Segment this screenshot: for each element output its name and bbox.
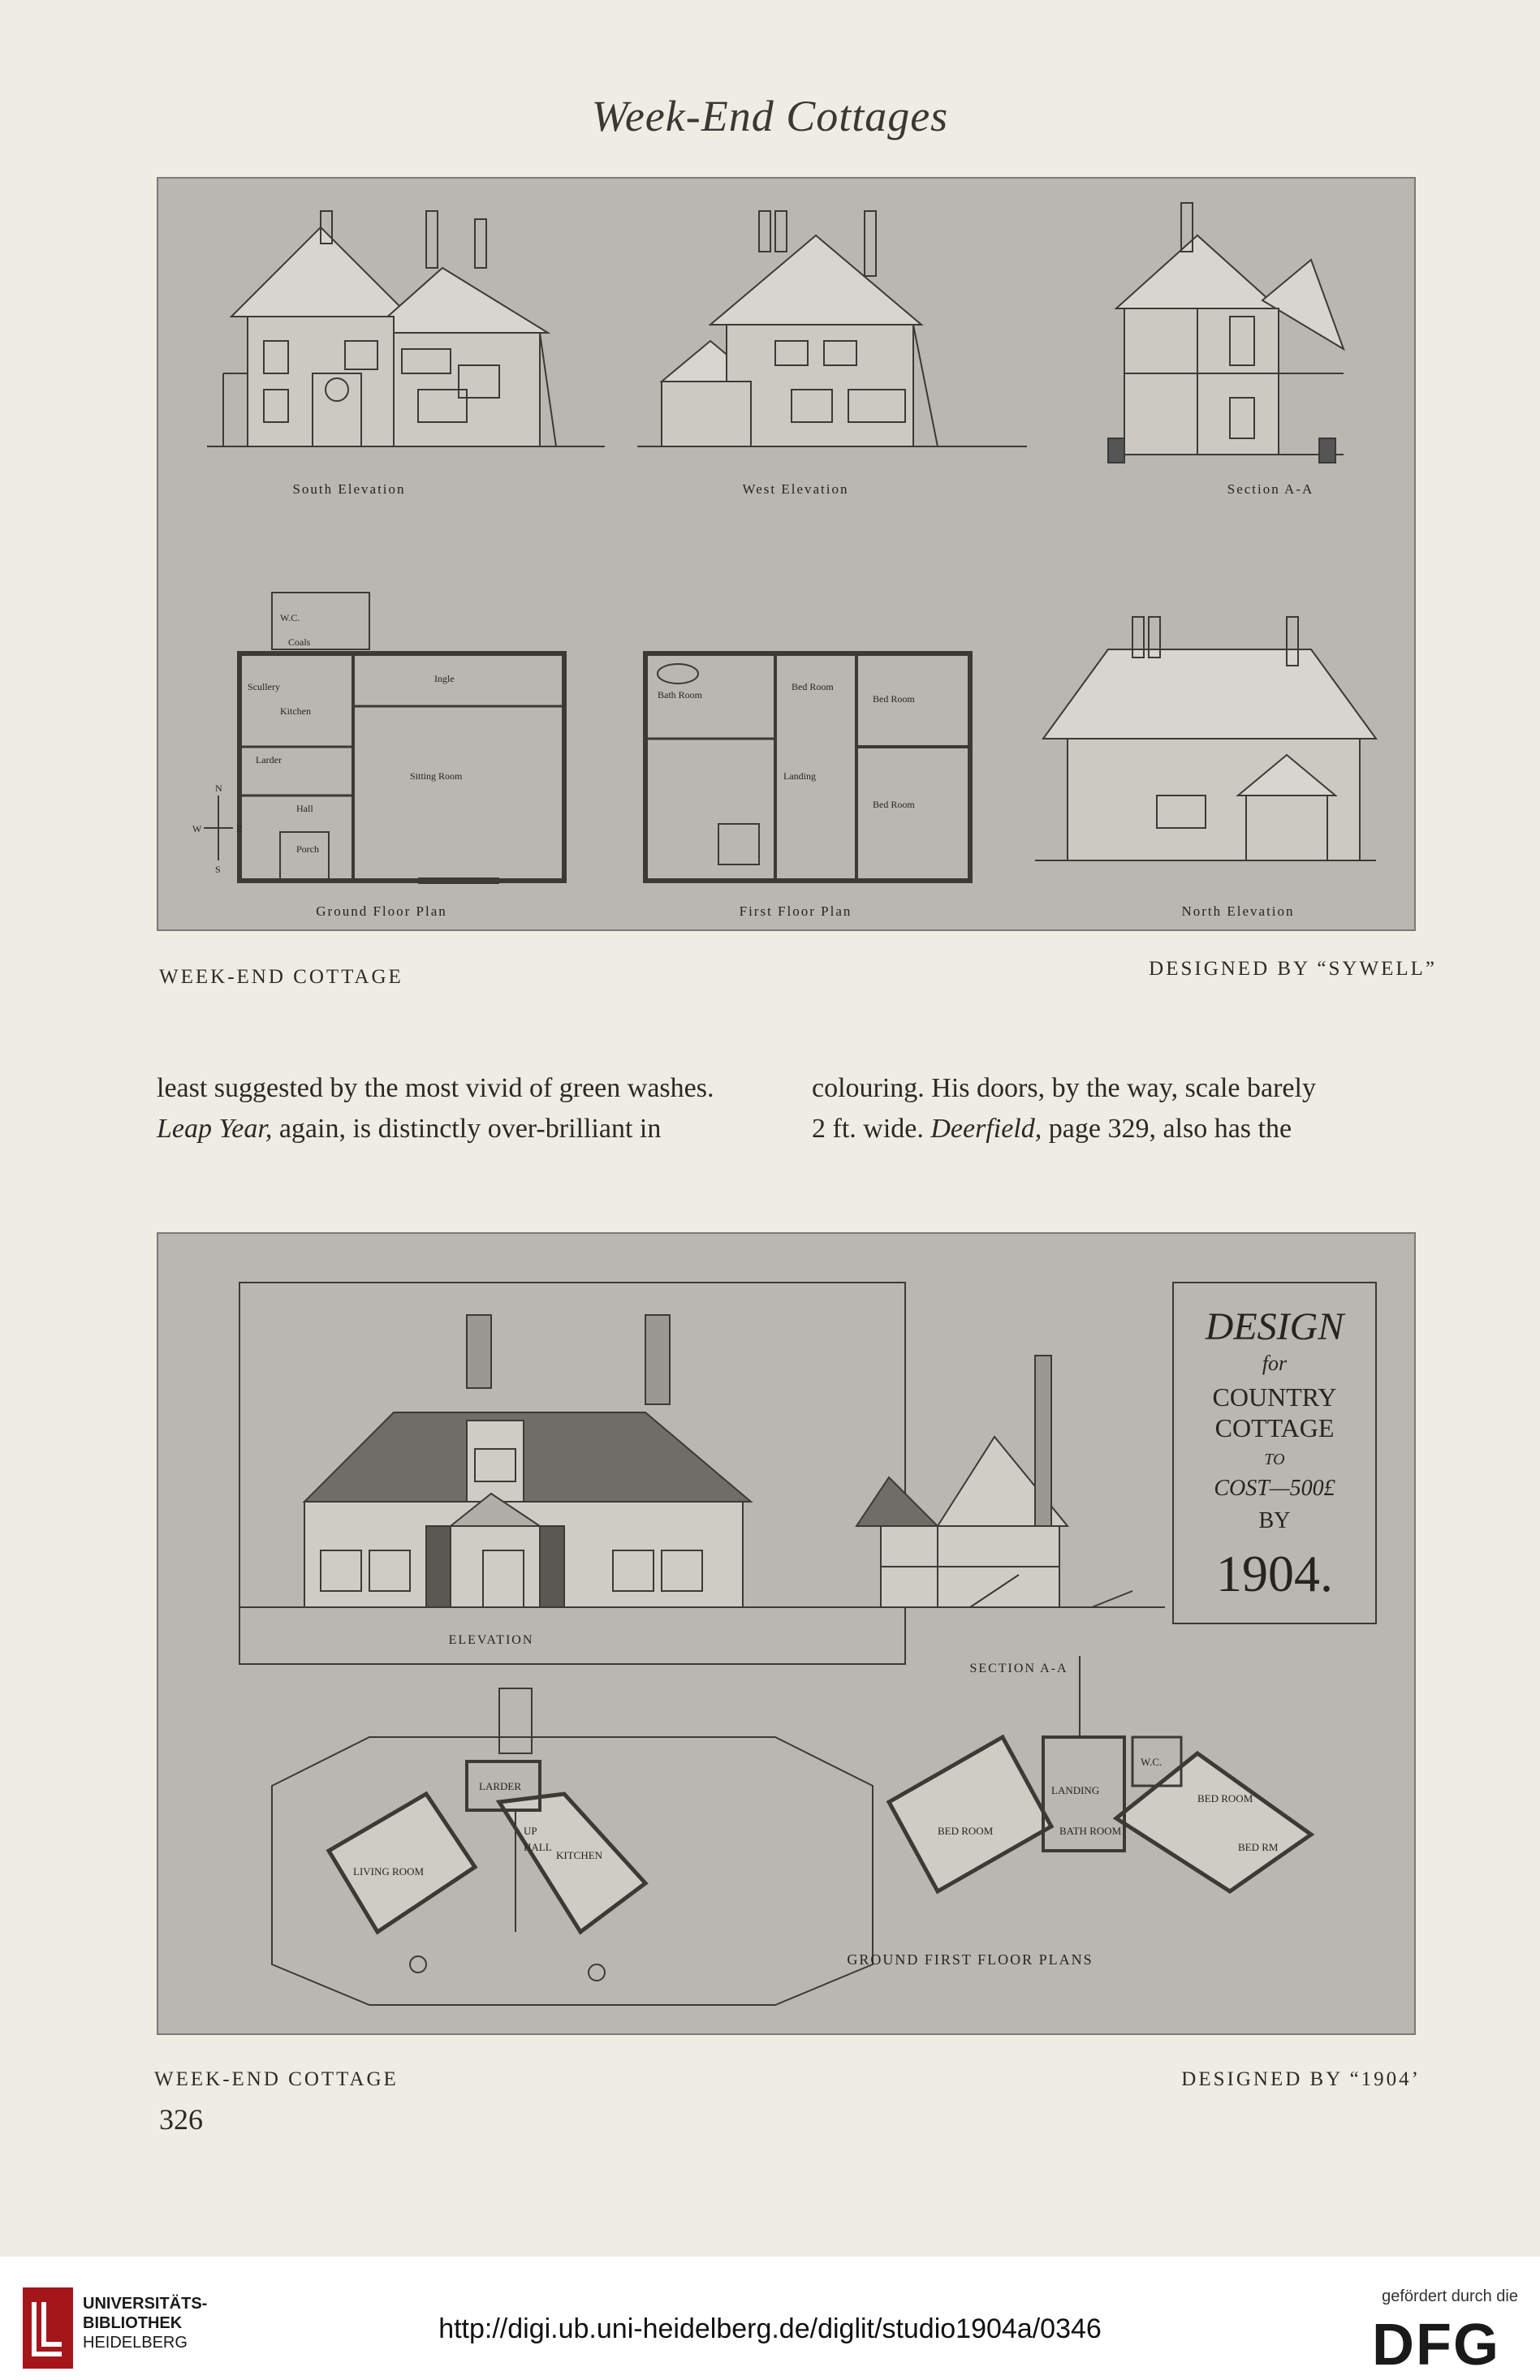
dfg-logo: DFG xyxy=(1372,2313,1500,2378)
first-plan-drawing xyxy=(889,1656,1311,1891)
room-label-hall: HALL xyxy=(524,1841,552,1853)
compass-s: S xyxy=(215,864,221,875)
label-section: Section A-A xyxy=(1227,481,1314,497)
room-label-coals: Coals xyxy=(288,636,311,648)
west-elevation-drawing xyxy=(637,211,1027,446)
room-label-kitchen: Kitchen xyxy=(280,705,311,717)
library-line-1: UNIVERSITÄTS- xyxy=(83,2295,208,2313)
room-label-bed3: Bed Room xyxy=(873,799,915,810)
library-line-2: BIBLIOTHEK xyxy=(83,2314,183,2332)
title-by: BY xyxy=(1258,1508,1291,1533)
compass-w: W xyxy=(192,823,202,834)
footer-url-link[interactable]: http://digi.ub.uni-heidelberg.de/diglit/studio1904a/0346 xyxy=(438,2313,1102,2344)
body-right-line-2-b: page 329, also has the xyxy=(1042,1114,1292,1144)
room-label-ingle: Ingle xyxy=(434,673,455,684)
title-cottage: COTTAGE xyxy=(1214,1413,1335,1442)
room-label-kitchen: KITCHEN xyxy=(556,1849,603,1861)
room-label-up: UP xyxy=(524,1825,537,1837)
room-label-bath: BATH ROOM xyxy=(1059,1825,1122,1837)
label-west-elevation: West Elevation xyxy=(742,481,849,497)
bottom-caption-left: WEEK-END COTTAGE xyxy=(154,2068,399,2090)
body-left-line-1: least suggested by the most vivid of green washes. xyxy=(157,1073,714,1103)
page-number: 326 xyxy=(159,2103,203,2136)
label-first-floor-plan: First Floor Plan xyxy=(739,903,852,919)
body-column-right xyxy=(812,1068,1437,1149)
funded-by-label: gefördert durch die xyxy=(1382,2287,1518,2305)
body-left-line-2-rest: again, is distinctly over-brilliant in xyxy=(272,1114,662,1144)
body-left-emphasis: Leap Year, xyxy=(157,1114,273,1144)
section-drawing xyxy=(1108,203,1344,463)
room-label-wc: W.C. xyxy=(280,612,300,623)
south-elevation-drawing xyxy=(207,211,605,446)
top-caption-left: WEEK-END COTTAGE xyxy=(159,966,403,988)
room-label-bed1: BED ROOM xyxy=(938,1825,994,1837)
room-label-hall: Hall xyxy=(296,803,313,814)
compass-e: E xyxy=(236,823,243,834)
top-plate-svg xyxy=(158,179,1414,929)
library-line-3: HEIDELBERG xyxy=(83,2334,188,2352)
room-label-wc: W.C. xyxy=(1141,1756,1163,1768)
body-right-line-1: colouring. His doors, by the way, scale barely xyxy=(812,1073,1316,1103)
room-label-bed3: BED RM xyxy=(1238,1841,1279,1853)
room-label-larder: Larder xyxy=(256,754,282,765)
room-label-larder: LARDER xyxy=(479,1780,521,1792)
title-design: DESIGN xyxy=(1205,1305,1344,1348)
room-label-bed2: Bed Room xyxy=(873,693,915,705)
label-south-elevation: South Elevation xyxy=(292,481,406,497)
bottom-caption-right: DESIGNED BY “1904’ xyxy=(1181,2068,1421,2090)
body-right-line-2 xyxy=(812,1109,1437,1149)
bottom-plate-svg xyxy=(158,1234,1414,2033)
body-left-line-2 xyxy=(157,1109,786,1149)
title-year: 1904. xyxy=(1216,1545,1333,1602)
title-cost: COST—500£ xyxy=(1214,1476,1335,1501)
running-title: Week-End Cottages xyxy=(591,92,949,140)
title-for: for xyxy=(1262,1352,1288,1375)
room-label-porch: Porch xyxy=(296,843,319,855)
label-section: SECTION A-A xyxy=(969,1662,1068,1675)
section-elevation-drawing xyxy=(856,1356,1165,1607)
label-ground-floor-plan: Ground Floor Plan xyxy=(316,903,447,919)
title-country: COUNTRY xyxy=(1212,1382,1337,1412)
room-label-scullery: Scullery xyxy=(248,681,280,692)
room-label-sitting: Sitting Room xyxy=(410,770,463,782)
ground-plan-drawing xyxy=(272,1688,873,2005)
body-column-left xyxy=(157,1068,786,1149)
room-label-landing: Landing xyxy=(783,770,816,782)
front-elevation-drawing xyxy=(239,1315,897,1607)
room-label-living: LIVING ROOM xyxy=(353,1865,425,1878)
body-right-emphasis: Deerfield, xyxy=(930,1114,1042,1144)
top-plate-drawing xyxy=(157,177,1416,931)
label-plans: GROUND FIRST FLOOR PLANS xyxy=(847,1951,1094,1968)
title-to: TO xyxy=(1264,1451,1285,1468)
north-elevation-drawing xyxy=(1035,617,1376,860)
top-caption-right: DESIGNED BY “SYWELL” xyxy=(1149,958,1437,980)
room-label-bath: Bath Room xyxy=(658,689,703,701)
room-label-landing: LANDING xyxy=(1051,1784,1100,1796)
room-label-bed2: BED ROOM xyxy=(1197,1792,1253,1804)
ground-floor-plan-drawing xyxy=(204,593,564,881)
label-elevation: ELEVATION xyxy=(448,1633,534,1647)
compass-n: N xyxy=(215,783,222,794)
label-north-elevation: North Elevation xyxy=(1181,903,1295,919)
bottom-plate-drawing xyxy=(157,1232,1416,2035)
body-right-line-2-a: 2 ft. wide. xyxy=(812,1114,931,1144)
room-label-bed1: Bed Room xyxy=(792,681,834,692)
